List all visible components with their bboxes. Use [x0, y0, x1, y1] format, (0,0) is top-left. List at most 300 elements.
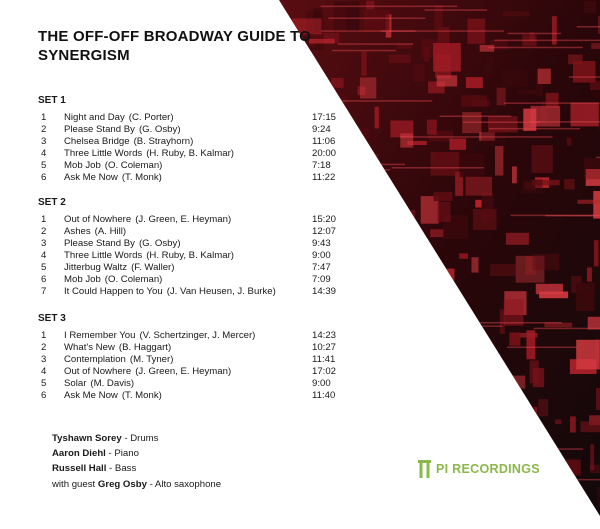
photo-road: [311, 500, 455, 502]
photo-block: [495, 146, 503, 176]
set-title: SET 3: [38, 313, 66, 324]
photo-block: [590, 81, 600, 90]
track-composer: (J. Green, E. Heyman): [135, 366, 232, 377]
musician-name: Greg Osby: [97, 478, 147, 490]
photo-block: [579, 504, 593, 513]
photo-road: [463, 122, 541, 124]
track-duration: 7:47: [312, 262, 331, 273]
track-title-group: [64, 342, 171, 354]
photo-block: [596, 388, 600, 410]
track-title: Three Little Words: [64, 148, 143, 159]
photo-block: [503, 407, 530, 418]
photo-block: [498, 376, 526, 389]
set-1: [38, 95, 358, 184]
photo-block: [475, 200, 481, 208]
set-title: SET 2: [38, 197, 66, 208]
track-title: What's New: [64, 342, 115, 353]
track-title-group: [64, 136, 193, 148]
photo-block: [485, 56, 492, 78]
photo-road: [332, 50, 396, 52]
photo-block: [397, 432, 414, 440]
photo-block: [414, 64, 425, 82]
photo-block: [334, 414, 353, 433]
photo-block: [431, 279, 453, 286]
track-title-group: [64, 330, 255, 342]
photo-block: [472, 100, 490, 106]
photo-block: [533, 254, 560, 271]
photo-block: [400, 133, 413, 147]
track-row: [38, 366, 358, 378]
track-title-group: [64, 214, 231, 226]
set-title: SET 1: [38, 95, 66, 106]
photo-block: [577, 200, 600, 204]
track-title: Solar: [64, 378, 87, 389]
track-duration: 17:02: [312, 366, 337, 377]
photo-road: [400, 136, 553, 138]
photo-block: [361, 308, 391, 323]
musician-name: Aaron Diehl: [52, 448, 106, 460]
track-number: 3: [41, 238, 47, 249]
track-title: Out of Nowhere: [64, 366, 132, 377]
photo-block: [281, 509, 301, 519]
track-row: [38, 354, 358, 366]
musician-role: - Piano: [105, 448, 139, 460]
photo-block: [433, 426, 452, 454]
track-composer: (T. Monk): [121, 390, 162, 401]
track-title: Please Stand By: [64, 238, 135, 249]
track-title: Ask Me Now: [64, 172, 118, 183]
musician-role: - Alto saxophone: [146, 478, 222, 490]
pi-logo-icon: [418, 460, 431, 478]
track-number: 1: [41, 112, 47, 123]
track-row: [38, 172, 358, 184]
track-number: 3: [41, 136, 47, 147]
photo-block: [364, 10, 390, 32]
photo-block: [503, 11, 530, 16]
photo-block: [427, 503, 454, 518]
track-composer: (B. Strayhorn): [133, 136, 194, 147]
track-row: [38, 330, 358, 342]
track-composer: (O. Coleman): [104, 274, 163, 285]
photo-block: [538, 399, 548, 416]
track-row: [38, 160, 358, 172]
track-duration: 11:41: [312, 354, 336, 365]
photo-block: [588, 317, 600, 330]
track-row: [38, 390, 358, 402]
track-number: 7: [41, 286, 47, 297]
photo-block: [469, 399, 491, 425]
track-row: [38, 250, 358, 262]
photo-block: [392, 458, 415, 469]
photo-block: [437, 75, 458, 86]
track-composer: (G. Osby): [138, 124, 181, 135]
photo-block: [389, 55, 411, 64]
track-duration: 9:00: [312, 378, 331, 389]
credit-line: [52, 431, 221, 446]
musician-role: - Bass: [106, 463, 137, 475]
photo-block: [313, 479, 340, 504]
credit-line: [52, 446, 221, 461]
photo-block: [394, 210, 415, 237]
label-name: PI RECORDINGS: [436, 462, 540, 476]
photo-block: [436, 153, 442, 174]
track-title: Chelsea Bridge: [64, 136, 130, 147]
photo-block: [394, 342, 413, 366]
photo-block: [564, 179, 574, 189]
track-number: 6: [41, 390, 47, 401]
photo-block: [581, 421, 600, 432]
track-duration: 7:09: [312, 274, 331, 285]
photo-block: [584, 1, 596, 13]
photo-block: [449, 139, 466, 150]
photo-block: [357, 376, 378, 390]
photo-road: [596, 157, 600, 159]
track-title-group: [64, 148, 234, 160]
set-2: [38, 197, 358, 298]
track-title: Out of Nowhere: [64, 214, 132, 225]
photo-road: [321, 6, 458, 8]
track-number: 2: [41, 226, 47, 237]
credit-prefix: with guest: [52, 478, 98, 490]
photo-block: [506, 233, 529, 245]
photo-block: [320, 476, 337, 500]
photo-road: [475, 479, 600, 481]
photo-block: [430, 229, 444, 237]
photo-block: [498, 368, 502, 378]
photo-block: [319, 468, 340, 485]
track-title-group: [64, 250, 234, 262]
photo-block: [528, 404, 536, 418]
photo-road: [508, 33, 562, 35]
track-number: 5: [41, 262, 47, 273]
photo-block: [413, 378, 428, 388]
photo-block: [549, 496, 564, 513]
photo-road: [403, 355, 465, 357]
track-composer: (G. Osby): [138, 238, 181, 249]
photo-block: [532, 145, 553, 173]
photo-block: [437, 292, 444, 302]
photo-block: [504, 299, 524, 326]
photo-block: [497, 483, 506, 507]
photo-block: [366, 1, 374, 10]
photo-road: [338, 43, 413, 45]
photo-block: [532, 476, 550, 506]
track-title-group: [64, 286, 276, 298]
photo-block: [558, 460, 581, 476]
photo-block: [466, 177, 492, 196]
track-duration: 12:07: [312, 226, 337, 237]
photo-block: [509, 332, 520, 345]
track-duration: 9:24: [312, 124, 331, 135]
track-composer: (B. Haggart): [118, 342, 172, 353]
photo-block: [526, 330, 535, 359]
track-number: 3: [41, 354, 47, 365]
track-list: [38, 112, 358, 184]
track-composer: (O. Coleman): [104, 160, 163, 171]
photo-block: [584, 158, 600, 179]
photo-block: [518, 90, 541, 94]
photo-block: [361, 52, 367, 76]
photo-road: [577, 26, 600, 28]
track-composer: (H. Ruby, B. Kalmar): [146, 148, 234, 159]
photo-block: [306, 482, 316, 509]
photo-block: [522, 179, 543, 193]
photo-block: [536, 284, 563, 294]
photo-block: [434, 192, 453, 201]
photo-block: [529, 478, 535, 503]
track-composer: (M. Tyner): [129, 354, 174, 365]
track-title: Jitterbug Waltz: [64, 262, 128, 273]
photo-block: [571, 103, 599, 127]
track-title-group: [64, 354, 173, 366]
track-composer: (J. Van Heusen, J. Burke): [166, 286, 276, 297]
track-row: [38, 262, 358, 274]
photo-block: [573, 61, 596, 83]
photo-block: [437, 202, 450, 222]
track-title-group: [64, 366, 231, 378]
track-number: 2: [41, 342, 47, 353]
credit-line: [52, 461, 221, 476]
photo-block: [564, 493, 578, 522]
photo-road: [569, 76, 600, 78]
track-row: [38, 136, 358, 148]
photo-road: [441, 448, 584, 450]
track-duration: 17:15: [312, 112, 337, 123]
photo-block: [319, 402, 338, 415]
photo-block: [439, 350, 450, 366]
track-title-group: [64, 112, 174, 124]
photo-block: [486, 488, 492, 508]
photo-road: [511, 215, 597, 217]
photo-block: [307, 85, 324, 96]
photo-block: [465, 334, 480, 362]
photo-block: [451, 394, 472, 412]
photo-block: [501, 70, 527, 87]
photo-road: [507, 347, 577, 349]
photo-block: [315, 82, 322, 91]
musician-role: - Drums: [121, 433, 159, 444]
photo-block: [379, 246, 389, 250]
track-number: 1: [41, 330, 47, 341]
photo-block: [391, 508, 416, 528]
track-number: 4: [41, 250, 47, 261]
track-duration: 10:27: [312, 342, 337, 353]
photo-block: [287, 432, 299, 456]
track-duration: 20:00: [312, 148, 337, 159]
photo-block: [472, 257, 479, 272]
photo-block: [363, 299, 375, 327]
photo-block: [492, 412, 516, 420]
track-title: Three Little Words: [64, 250, 143, 261]
photo-block: [437, 414, 452, 430]
track-title-group: [64, 172, 162, 184]
track-row: [38, 286, 358, 298]
track-title-group: [64, 262, 174, 274]
photo-block: [594, 240, 599, 266]
photo-block: [434, 5, 442, 31]
label-logo: [418, 460, 540, 478]
track-composer: (F. Waller): [131, 262, 175, 273]
photo-block: [480, 45, 495, 52]
track-list: [38, 330, 358, 402]
photo-block: [400, 266, 411, 277]
photo-block: [305, 457, 324, 472]
photo-block: [530, 360, 539, 383]
photo-block: [285, 409, 300, 431]
track-number: 6: [41, 172, 47, 183]
photo-block: [488, 116, 518, 132]
photo-block: [438, 301, 467, 318]
photo-road: [329, 18, 426, 20]
photo-block: [395, 498, 409, 520]
track-number: 2: [41, 124, 47, 135]
photo-block: [490, 264, 517, 276]
track-title: Night and Day: [64, 112, 125, 123]
track-list: [38, 214, 358, 298]
photo-block: [521, 481, 537, 508]
photo-block: [312, 405, 340, 420]
photo-block: [507, 513, 525, 518]
track-title: Ashes: [64, 226, 91, 237]
photo-block: [593, 191, 600, 219]
photo-block: [570, 416, 576, 432]
photo-block: [531, 106, 561, 127]
photo-block: [542, 513, 567, 527]
photo-block: [331, 78, 344, 88]
photo-block: [359, 218, 371, 239]
set-3: [38, 313, 358, 402]
photo-block: [460, 154, 485, 178]
photo-block: [576, 283, 594, 311]
track-row: [38, 124, 358, 136]
photo-block: [367, 232, 389, 261]
credit-line: [52, 477, 221, 492]
track-duration: 7:18: [312, 160, 331, 171]
photo-block: [432, 377, 443, 407]
track-number: 4: [41, 366, 47, 377]
track-title: I Remember You: [64, 330, 136, 341]
track-row: [38, 214, 358, 226]
photo-road: [504, 102, 600, 104]
track-row: [38, 238, 358, 250]
musician-name: Tyshawn Sorey: [52, 433, 122, 444]
track-title: Ask Me Now: [64, 390, 118, 401]
track-number: 1: [41, 214, 47, 225]
track-duration: 14:39: [312, 286, 337, 297]
photo-road: [530, 121, 600, 123]
track-duration: 14:23: [312, 330, 337, 341]
track-title: Mob Job: [64, 160, 101, 171]
track-number: 5: [41, 160, 47, 171]
photo-block: [398, 381, 413, 405]
photo-road: [494, 40, 600, 42]
track-composer: (H. Ruby, B. Kalmar): [146, 250, 234, 261]
track-title: Contemplation: [64, 354, 126, 365]
photo-block: [434, 374, 459, 378]
photo-block: [427, 120, 437, 135]
photo-block: [466, 77, 483, 88]
track-duration: 15:20: [312, 214, 337, 225]
photo-block: [360, 77, 376, 98]
track-title-group: [64, 274, 162, 286]
photo-block: [368, 183, 380, 191]
track-composer: (V. Schertzinger, J. Mercer): [139, 330, 256, 341]
photo-block: [433, 43, 461, 72]
track-title: Please Stand By: [64, 124, 135, 135]
photo-road: [480, 436, 530, 438]
photo-road: [370, 393, 497, 395]
track-duration: 11:06: [312, 136, 336, 147]
track-composer: (A. Hill): [94, 226, 127, 237]
photo-block: [312, 454, 322, 467]
track-composer: (T. Monk): [121, 172, 162, 183]
track-duration: 9:43: [312, 238, 331, 249]
track-composer: (C. Porter): [128, 112, 174, 123]
track-title-group: [64, 226, 126, 238]
photo-block: [591, 43, 600, 49]
photo-road: [440, 116, 512, 118]
photo-road: [425, 9, 488, 11]
photo-road: [371, 430, 495, 432]
photo-block: [340, 445, 358, 462]
photo-block: [433, 406, 446, 425]
photo-road: [339, 443, 463, 445]
photo-block: [484, 341, 493, 366]
photo-block: [459, 253, 468, 258]
track-row: [38, 148, 358, 160]
track-row: [38, 378, 358, 390]
photo-block: [555, 420, 561, 425]
photo-block: [320, 452, 346, 464]
photo-road: [343, 325, 502, 327]
track-title-group: [64, 160, 162, 172]
photo-block: [427, 483, 448, 489]
track-title: It Could Happen to You: [64, 286, 163, 297]
photo-block: [546, 93, 559, 108]
track-number: 5: [41, 378, 47, 389]
photo-block: [367, 399, 393, 428]
photo-road: [391, 493, 538, 495]
track-title-group: [64, 378, 134, 390]
track-duration: 11:22: [312, 172, 336, 183]
track-composer: (J. Green, E. Heyman): [135, 214, 232, 225]
photo-block: [427, 269, 454, 291]
photo-road: [392, 167, 484, 169]
photo-block: [309, 183, 315, 191]
photo-block: [323, 425, 344, 429]
photo-road: [534, 328, 600, 330]
photo-block: [576, 340, 600, 370]
album-title: THE OFF-OFF BROADWAY GUIDE TO SYNERGISM: [38, 28, 312, 64]
photo-block: [329, 450, 344, 464]
musician-name: Russell Hall: [52, 463, 107, 475]
photo-block: [538, 69, 551, 84]
photo-block: [375, 107, 379, 129]
photo-road: [489, 128, 580, 129]
track-row: [38, 342, 358, 354]
photo-block: [431, 152, 460, 176]
personnel-credits: [52, 431, 221, 492]
photo-block: [482, 193, 494, 222]
track-duration: 9:00: [312, 250, 331, 261]
photo-block: [567, 138, 572, 146]
track-title: Mob Job: [64, 274, 101, 285]
photo-block: [512, 166, 517, 183]
track-title-group: [64, 390, 162, 402]
track-composer: (M. Davis): [90, 378, 135, 389]
track-number: 6: [41, 274, 47, 285]
photo-block: [430, 490, 453, 518]
